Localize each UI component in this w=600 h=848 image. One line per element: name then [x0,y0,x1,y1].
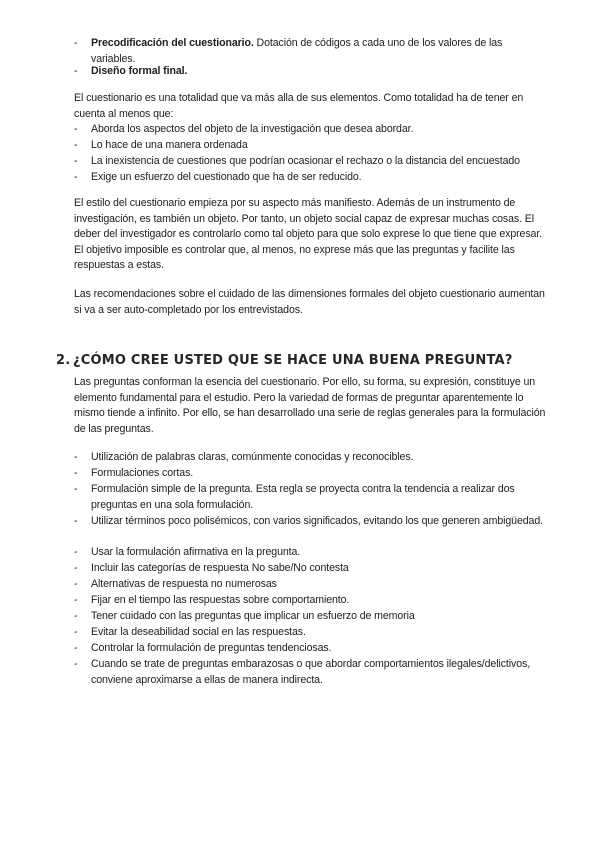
paragraph-style: El estilo del cuestionario empieza por su aspecto más manifiesto. Además de un instrumento de investigación, es también un objeto. Por tanto, un objeto social capaz de expresar muchas cosas. El deber del investigador es controlarlo como tal objeto para que solo exprese lo que tiene que expresar. El objetivo imposible es controlar que, al menos, no exprese más que las preguntas y facilite las respuestas a estas. [74,197,542,272]
bullet-dash: - [74,578,78,590]
bullet-dash: - [74,546,78,558]
item-text: Lo hace de una manera ordenada [91,139,248,151]
bullet-dash: - [74,515,78,527]
paragraph-questions: Las preguntas conforman la esencia del cuestionario. Por ello, su forma, su expresión, constituye un elemento fundamental para el estudio. Pero la variedad de formas de preguntar aparentemente lo mismo tiende a infinito. Por ello, se han desarrollado una serie de reglas generales para la formulación de las preguntas. [74,376,546,435]
bullet-dash: - [74,642,78,654]
item-text: La inexistencia de cuestiones que podrían ocasionar el rechazo o la distancia del encuestado [91,155,520,167]
bullet-dash: - [74,139,78,151]
item-text: Formulación simple de la pregunta. Esta regla se proyecta contra la tendencia a realizar dos preguntas en una sola formulación. [91,483,515,511]
item-text: Evitar la deseabilidad social en las respuestas. [91,626,306,638]
item-text: Cuando se trate de preguntas embarazosas o que abordar comportamientos ilegales/delictivos, conviene aproximarse a ellas de manera indirecta. [91,658,531,686]
bullet-dash: - [74,155,78,167]
item-text: Incluir las categorías de respuesta No sabe/No contesta [91,562,349,574]
item-text: Utilizar términos poco polisémicos, con varios significados, evitando los que generen ambigüedad. [91,515,543,527]
item-text: Tener cuidado con las preguntas que implicar un esfuerzo de memoria [91,610,415,622]
bullet-dash: - [74,658,78,670]
bullet-dash: - [74,65,78,77]
item-text: Alternativas de respuesta no numerosas [91,578,277,590]
item-text: Usar la formulación afirmativa en la pregunta. [91,546,301,558]
paragraph-recommendations: Las recomendaciones sobre el cuidado de las dimensiones formales del objeto cuestionario aumentan si va a ser auto-completado por los entrevistados. [74,288,545,316]
bullet-dash: - [74,483,78,495]
paragraph-intro: El cuestionario es una totalidad que va más alla de sus elementos. Como totalidad ha de tener en cuenta al menos que: [74,92,524,120]
item-text: Dotación de códigos a cada uno de los valores de las variables. [91,37,503,65]
bullet-dash: - [74,451,78,463]
section-number: 2. [56,353,71,368]
item-text: Fijar en el tiempo las respuestas sobre comportamiento. [91,594,350,606]
bullet-dash: - [74,626,78,638]
item-text: Controlar la formulación de preguntas tendenciosas. [91,642,332,654]
bullet-dash: - [74,171,78,183]
bullet-dash: - [74,37,78,49]
bullet-dash: - [74,467,78,479]
bullet-dash: - [74,562,78,574]
item-text: Utilización de palabras claras, comúnmente conocidas y reconocibles. [91,451,414,463]
bullet-dash: - [74,123,78,135]
item-text: Exige un esfuerzo del cuestionado que ha de ser reducido. [91,171,362,183]
item-bold-label: Precodificación del cuestionario. [91,37,254,49]
bullet-dash: - [74,594,78,606]
item-text: Formulaciones cortas. [91,467,194,479]
item-text: Aborda los aspectos del objeto de la investigación que desea abordar. [91,123,414,135]
bullet-dash: - [74,610,78,622]
section-title: ¿CÓMO CREE USTED QUE SE HACE UNA BUENA PREGUNTA? [73,353,513,368]
item-bold-label: Diseño formal final. [91,65,188,77]
